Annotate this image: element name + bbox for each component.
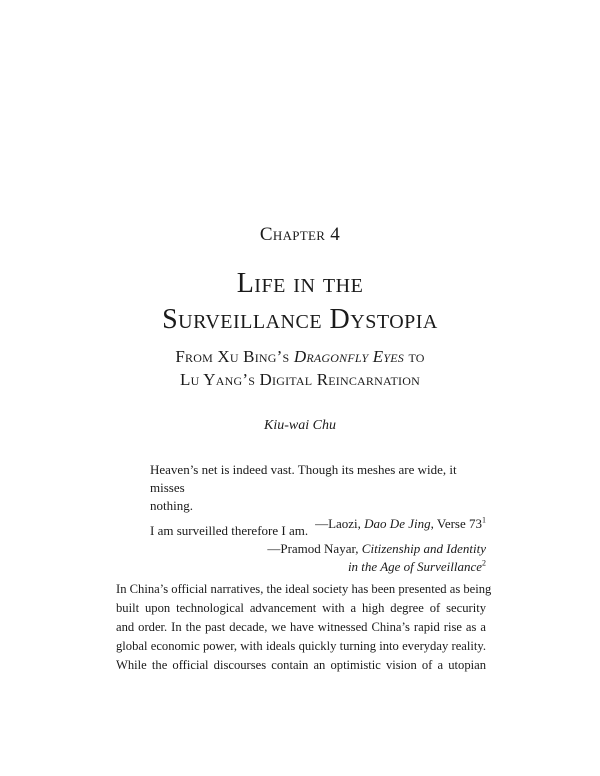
subtitle-work-title: Dragonfly Eyes [293,347,404,366]
chapter-subtitle-line-1 [0,345,600,368]
epigraph-2-attr-title-2: in the Age of Surveillance [347,559,482,574]
chapter-subtitle [0,345,600,391]
body-line-5: While the official discourses contain an optimistic vision of a utopian [116,658,486,672]
epigraph-1-attr-pre: —Laozi, [315,516,365,531]
epigraph-2-attribution-line-2 [150,558,486,576]
epigraph-1-quote-line-1: Heaven’s net is indeed vast. Though its meshes are wide, it misses [150,462,457,495]
chapter-title-line-1: Life in the [236,268,364,299]
footnote-ref-1[interactable]: 1 [482,515,486,525]
epigraph-1-attr-post: , Verse 73 [430,516,482,531]
epigraph-2 [150,522,486,576]
epigraph-2-attr-pre: —Pramod Nayar, [267,541,362,556]
body-paragraph [116,580,492,675]
footnote-ref-2[interactable]: 2 [482,558,486,568]
epigraph-2-attr-title-1: Citizenship and Identity [361,541,486,556]
epigraph-2-attribution-line-1 [150,540,486,558]
chapter-subtitle-line-2: Lu Yang’s Digital Reincarnation [180,370,420,389]
author-name: Kiu-wai Chu [264,418,336,433]
subtitle-line-1-post: to [404,347,425,366]
body-line-4: global economic power, with ideals quickly turning into everyday reality. [116,639,486,653]
subtitle-line-1-pre: From Xu Bing’s [175,347,294,366]
epigraph-1-attr-title: Dao De Jing [364,516,431,531]
body-line-1: In China’s official narratives, the ideal society has been presented as being [116,582,492,596]
chapter-label: Chapter 4 [259,224,341,245]
body-line-2: built upon technological advancement with a high degree of security [116,601,486,615]
chapter-title [0,266,600,338]
body-line-3: and order. In the past decade, we have witnessed China’s rapid rise as a [116,620,486,634]
epigraph-2-quote-line-1: I am surveilled therefore I am. [150,523,309,538]
chapter-title-line-2: Surveillance Dystopia [162,304,438,335]
epigraph-1-quote-line-2: nothing. [150,498,193,513]
